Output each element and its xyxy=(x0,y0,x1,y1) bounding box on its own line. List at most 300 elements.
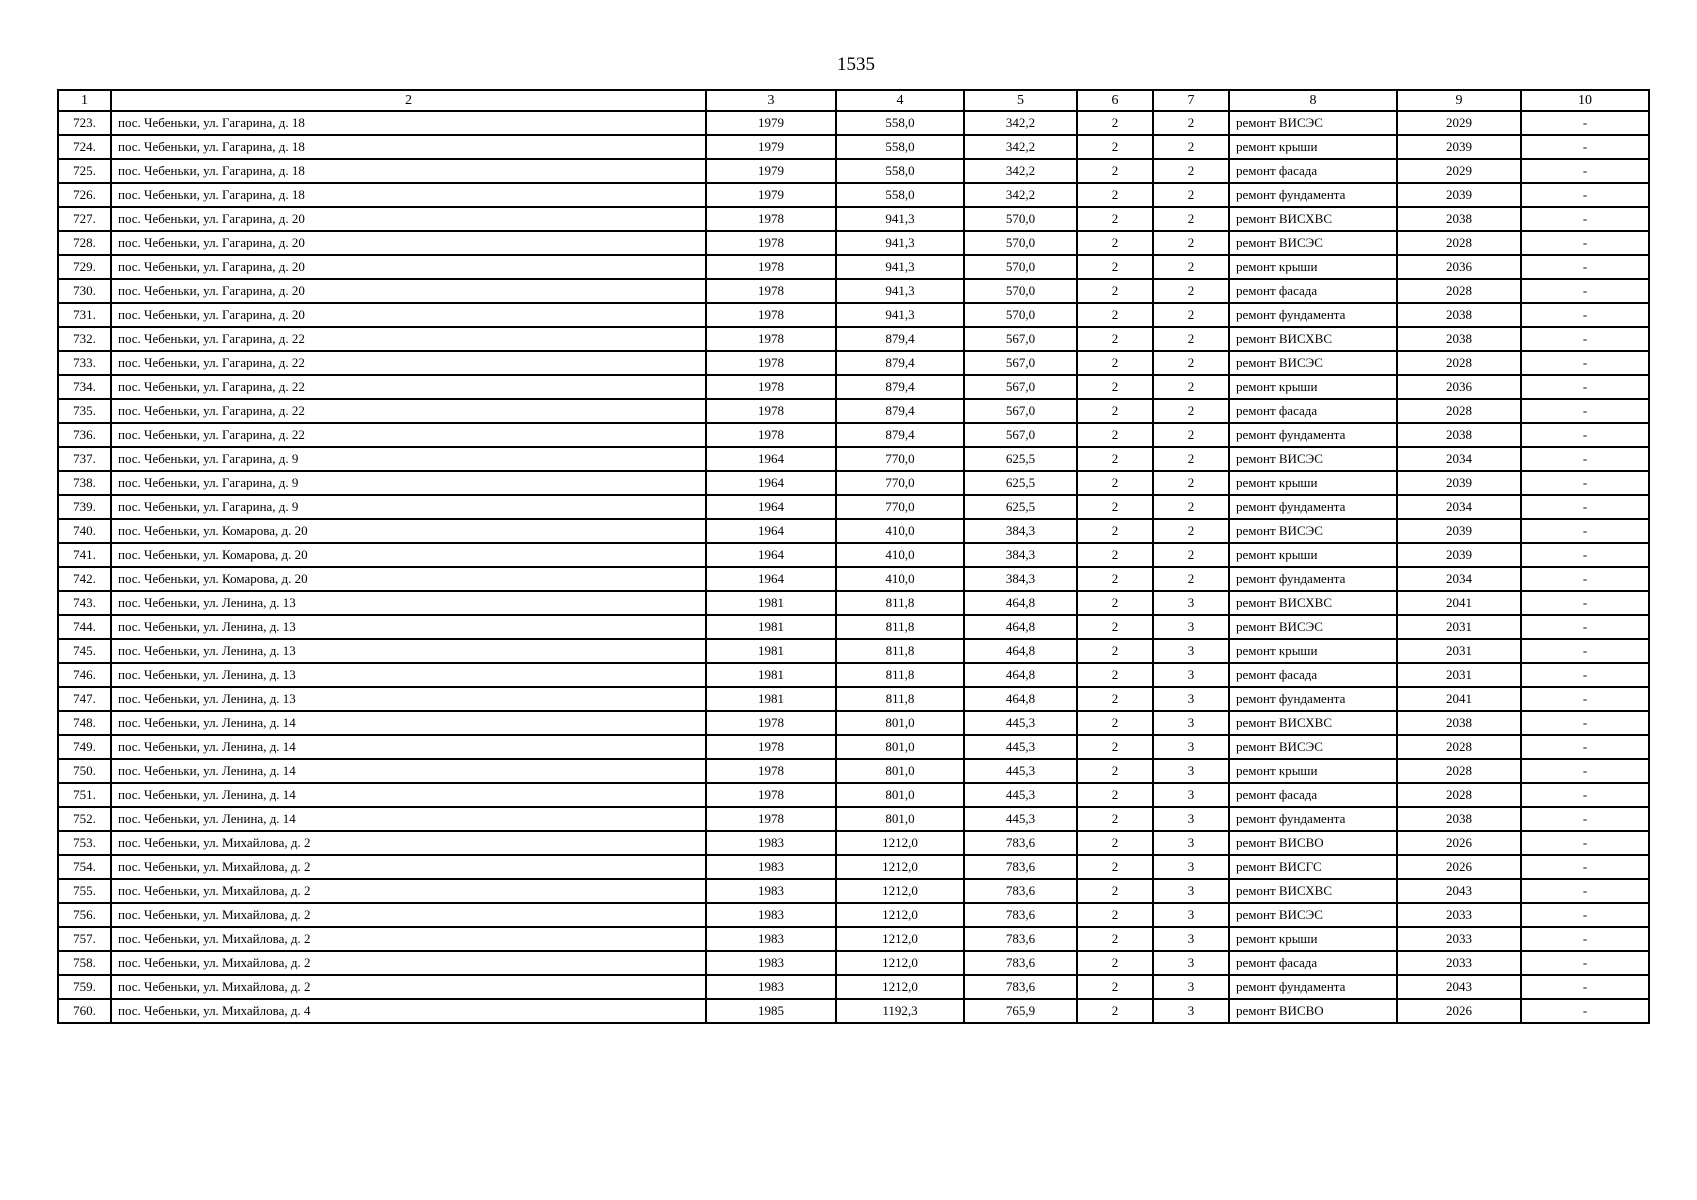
cell-living-area: 567,0 xyxy=(964,399,1077,423)
cell-floors: 2 xyxy=(1077,303,1153,327)
cell-build-year: 1979 xyxy=(706,159,836,183)
cell-floors: 2 xyxy=(1077,423,1153,447)
cell-build-year: 1983 xyxy=(706,975,836,999)
cell-total-area: 941,3 xyxy=(836,231,964,255)
table-row xyxy=(58,807,1649,831)
column-header: 7 xyxy=(1153,90,1229,111)
cell-build-year: 1978 xyxy=(706,807,836,831)
cell-entrances: 2 xyxy=(1153,255,1229,279)
cell-build-year: 1978 xyxy=(706,399,836,423)
cell-row-number: 727. xyxy=(58,207,111,231)
cell-floors: 2 xyxy=(1077,399,1153,423)
table-row xyxy=(58,375,1649,399)
cell-planned-year: 2039 xyxy=(1397,183,1521,207)
cell-work-type: ремонт ВИСЭС xyxy=(1229,447,1397,471)
cell-row-number: 735. xyxy=(58,399,111,423)
cell-living-area: 765,9 xyxy=(964,999,1077,1023)
table-row xyxy=(58,735,1649,759)
cell-floors: 2 xyxy=(1077,495,1153,519)
cell-address: пос. Чебеньки, ул. Гагарина, д. 18 xyxy=(111,159,706,183)
cell-living-area: 625,5 xyxy=(964,447,1077,471)
cell-note: - xyxy=(1521,687,1649,711)
cell-total-area: 1212,0 xyxy=(836,927,964,951)
cell-address: пос. Чебеньки, ул. Михайлова, д. 2 xyxy=(111,879,706,903)
column-header: 3 xyxy=(706,90,836,111)
cell-living-area: 384,3 xyxy=(964,543,1077,567)
column-header: 9 xyxy=(1397,90,1521,111)
cell-floors: 2 xyxy=(1077,879,1153,903)
cell-work-type: ремонт ВИСХВС xyxy=(1229,207,1397,231)
cell-living-area: 783,6 xyxy=(964,903,1077,927)
cell-note: - xyxy=(1521,183,1649,207)
table-row xyxy=(58,447,1649,471)
cell-entrances: 3 xyxy=(1153,951,1229,975)
cell-address: пос. Чебеньки, ул. Ленина, д. 14 xyxy=(111,807,706,831)
table-row xyxy=(58,471,1649,495)
cell-build-year: 1964 xyxy=(706,519,836,543)
cell-note: - xyxy=(1521,615,1649,639)
cell-living-area: 783,6 xyxy=(964,855,1077,879)
cell-build-year: 1978 xyxy=(706,711,836,735)
cell-living-area: 445,3 xyxy=(964,783,1077,807)
cell-note: - xyxy=(1521,207,1649,231)
cell-row-number: 733. xyxy=(58,351,111,375)
cell-address: пос. Чебеньки, ул. Ленина, д. 13 xyxy=(111,639,706,663)
cell-address: пос. Чебеньки, ул. Михайлова, д. 2 xyxy=(111,855,706,879)
cell-row-number: 725. xyxy=(58,159,111,183)
cell-note: - xyxy=(1521,927,1649,951)
cell-living-area: 384,3 xyxy=(964,519,1077,543)
cell-work-type: ремонт крыши xyxy=(1229,927,1397,951)
cell-row-number: 736. xyxy=(58,423,111,447)
cell-note: - xyxy=(1521,879,1649,903)
cell-total-area: 879,4 xyxy=(836,399,964,423)
cell-build-year: 1978 xyxy=(706,783,836,807)
cell-entrances: 2 xyxy=(1153,183,1229,207)
cell-note: - xyxy=(1521,111,1649,135)
cell-entrances: 2 xyxy=(1153,519,1229,543)
cell-living-area: 464,8 xyxy=(964,663,1077,687)
cell-total-area: 811,8 xyxy=(836,687,964,711)
cell-address: пос. Чебеньки, ул. Гагарина, д. 18 xyxy=(111,111,706,135)
cell-address: пос. Чебеньки, ул. Гагарина, д. 9 xyxy=(111,471,706,495)
cell-work-type: ремонт фундамента xyxy=(1229,423,1397,447)
cell-work-type: ремонт фасада xyxy=(1229,663,1397,687)
cell-address: пос. Чебеньки, ул. Ленина, д. 14 xyxy=(111,711,706,735)
cell-address: пос. Чебеньки, ул. Гагарина, д. 20 xyxy=(111,279,706,303)
table-row xyxy=(58,855,1649,879)
cell-note: - xyxy=(1521,663,1649,687)
cell-row-number: 731. xyxy=(58,303,111,327)
cell-build-year: 1978 xyxy=(706,423,836,447)
cell-row-number: 752. xyxy=(58,807,111,831)
cell-row-number: 750. xyxy=(58,759,111,783)
cell-living-area: 445,3 xyxy=(964,759,1077,783)
cell-row-number: 728. xyxy=(58,231,111,255)
cell-entrances: 3 xyxy=(1153,711,1229,735)
repair-schedule-table xyxy=(57,89,1650,1024)
cell-living-area: 464,8 xyxy=(964,687,1077,711)
cell-total-area: 801,0 xyxy=(836,735,964,759)
cell-living-area: 783,6 xyxy=(964,927,1077,951)
cell-build-year: 1981 xyxy=(706,639,836,663)
cell-planned-year: 2029 xyxy=(1397,111,1521,135)
cell-address: пос. Чебеньки, ул. Ленина, д. 14 xyxy=(111,735,706,759)
cell-address: пос. Чебеньки, ул. Ленина, д. 13 xyxy=(111,663,706,687)
table-row xyxy=(58,687,1649,711)
cell-build-year: 1979 xyxy=(706,135,836,159)
column-header: 6 xyxy=(1077,90,1153,111)
cell-total-area: 1212,0 xyxy=(836,831,964,855)
cell-address: пос. Чебеньки, ул. Гагарина, д. 22 xyxy=(111,375,706,399)
cell-living-area: 464,8 xyxy=(964,615,1077,639)
cell-row-number: 745. xyxy=(58,639,111,663)
cell-work-type: ремонт ВИСХВС xyxy=(1229,711,1397,735)
cell-planned-year: 2028 xyxy=(1397,279,1521,303)
cell-planned-year: 2034 xyxy=(1397,567,1521,591)
cell-build-year: 1978 xyxy=(706,207,836,231)
cell-entrances: 2 xyxy=(1153,375,1229,399)
cell-entrances: 2 xyxy=(1153,423,1229,447)
cell-total-area: 410,0 xyxy=(836,519,964,543)
cell-living-area: 342,2 xyxy=(964,111,1077,135)
cell-total-area: 801,0 xyxy=(836,807,964,831)
cell-work-type: ремонт фундамента xyxy=(1229,687,1397,711)
cell-address: пос. Чебеньки, ул. Гагарина, д. 22 xyxy=(111,351,706,375)
header-row xyxy=(58,90,1649,111)
cell-build-year: 1978 xyxy=(706,231,836,255)
cell-row-number: 746. xyxy=(58,663,111,687)
table-row xyxy=(58,879,1649,903)
cell-living-area: 570,0 xyxy=(964,231,1077,255)
cell-entrances: 3 xyxy=(1153,663,1229,687)
cell-work-type: ремонт ВИСХВС xyxy=(1229,591,1397,615)
cell-entrances: 3 xyxy=(1153,855,1229,879)
cell-build-year: 1978 xyxy=(706,255,836,279)
cell-row-number: 739. xyxy=(58,495,111,519)
cell-total-area: 801,0 xyxy=(836,711,964,735)
cell-planned-year: 2033 xyxy=(1397,903,1521,927)
cell-build-year: 1979 xyxy=(706,183,836,207)
cell-floors: 2 xyxy=(1077,735,1153,759)
cell-living-area: 625,5 xyxy=(964,471,1077,495)
cell-floors: 2 xyxy=(1077,231,1153,255)
table-row xyxy=(58,831,1649,855)
cell-entrances: 2 xyxy=(1153,207,1229,231)
cell-living-area: 567,0 xyxy=(964,351,1077,375)
cell-total-area: 811,8 xyxy=(836,663,964,687)
cell-work-type: ремонт фундамента xyxy=(1229,807,1397,831)
cell-total-area: 410,0 xyxy=(836,567,964,591)
cell-floors: 2 xyxy=(1077,543,1153,567)
cell-note: - xyxy=(1521,135,1649,159)
cell-total-area: 1212,0 xyxy=(836,903,964,927)
cell-planned-year: 2039 xyxy=(1397,471,1521,495)
cell-living-area: 783,6 xyxy=(964,951,1077,975)
cell-floors: 2 xyxy=(1077,279,1153,303)
cell-floors: 2 xyxy=(1077,855,1153,879)
cell-entrances: 3 xyxy=(1153,999,1229,1023)
cell-entrances: 2 xyxy=(1153,231,1229,255)
cell-work-type: ремонт крыши xyxy=(1229,375,1397,399)
cell-living-area: 625,5 xyxy=(964,495,1077,519)
cell-total-area: 770,0 xyxy=(836,471,964,495)
cell-work-type: ремонт ВИСВО xyxy=(1229,999,1397,1023)
cell-work-type: ремонт крыши xyxy=(1229,639,1397,663)
cell-floors: 2 xyxy=(1077,759,1153,783)
cell-note: - xyxy=(1521,495,1649,519)
cell-work-type: ремонт ВИСЭС xyxy=(1229,231,1397,255)
cell-planned-year: 2033 xyxy=(1397,951,1521,975)
cell-row-number: 741. xyxy=(58,543,111,567)
cell-planned-year: 2038 xyxy=(1397,327,1521,351)
cell-total-area: 879,4 xyxy=(836,423,964,447)
cell-work-type: ремонт фасада xyxy=(1229,279,1397,303)
cell-entrances: 3 xyxy=(1153,687,1229,711)
cell-build-year: 1978 xyxy=(706,279,836,303)
cell-entrances: 3 xyxy=(1153,639,1229,663)
cell-note: - xyxy=(1521,447,1649,471)
cell-note: - xyxy=(1521,639,1649,663)
table-row xyxy=(58,399,1649,423)
cell-work-type: ремонт ВИСЭС xyxy=(1229,903,1397,927)
cell-living-area: 567,0 xyxy=(964,327,1077,351)
cell-note: - xyxy=(1521,855,1649,879)
cell-row-number: 730. xyxy=(58,279,111,303)
cell-row-number: 738. xyxy=(58,471,111,495)
cell-total-area: 941,3 xyxy=(836,207,964,231)
cell-floors: 2 xyxy=(1077,831,1153,855)
cell-planned-year: 2028 xyxy=(1397,231,1521,255)
table-row xyxy=(58,711,1649,735)
cell-total-area: 1212,0 xyxy=(836,975,964,999)
cell-note: - xyxy=(1521,327,1649,351)
cell-total-area: 558,0 xyxy=(836,111,964,135)
table-row xyxy=(58,903,1649,927)
cell-living-area: 570,0 xyxy=(964,255,1077,279)
cell-entrances: 3 xyxy=(1153,879,1229,903)
cell-entrances: 3 xyxy=(1153,759,1229,783)
cell-entrances: 3 xyxy=(1153,591,1229,615)
table-row xyxy=(58,111,1649,135)
cell-row-number: 737. xyxy=(58,447,111,471)
cell-address: пос. Чебеньки, ул. Гагарина, д. 9 xyxy=(111,447,706,471)
cell-row-number: 760. xyxy=(58,999,111,1023)
cell-floors: 2 xyxy=(1077,711,1153,735)
cell-planned-year: 2038 xyxy=(1397,807,1521,831)
cell-row-number: 756. xyxy=(58,903,111,927)
cell-entrances: 2 xyxy=(1153,279,1229,303)
cell-living-area: 445,3 xyxy=(964,711,1077,735)
cell-row-number: 759. xyxy=(58,975,111,999)
table-row xyxy=(58,975,1649,999)
cell-planned-year: 2041 xyxy=(1397,687,1521,711)
cell-note: - xyxy=(1521,807,1649,831)
cell-work-type: ремонт ВИСХВС xyxy=(1229,879,1397,903)
cell-total-area: 770,0 xyxy=(836,495,964,519)
cell-address: пос. Чебеньки, ул. Гагарина, д. 18 xyxy=(111,135,706,159)
cell-row-number: 755. xyxy=(58,879,111,903)
cell-row-number: 749. xyxy=(58,735,111,759)
cell-build-year: 1983 xyxy=(706,951,836,975)
cell-total-area: 941,3 xyxy=(836,279,964,303)
cell-work-type: ремонт ВИСЭС xyxy=(1229,615,1397,639)
cell-build-year: 1978 xyxy=(706,303,836,327)
cell-work-type: ремонт фундамента xyxy=(1229,303,1397,327)
cell-address: пос. Чебеньки, ул. Ленина, д. 14 xyxy=(111,783,706,807)
cell-row-number: 726. xyxy=(58,183,111,207)
cell-entrances: 3 xyxy=(1153,927,1229,951)
table-row xyxy=(58,543,1649,567)
cell-note: - xyxy=(1521,423,1649,447)
cell-floors: 2 xyxy=(1077,207,1153,231)
cell-living-area: 464,8 xyxy=(964,639,1077,663)
cell-work-type: ремонт ВИСЭС xyxy=(1229,111,1397,135)
cell-note: - xyxy=(1521,783,1649,807)
page-number: 1535 xyxy=(837,54,875,75)
cell-floors: 2 xyxy=(1077,615,1153,639)
cell-entrances: 2 xyxy=(1153,567,1229,591)
cell-total-area: 558,0 xyxy=(836,159,964,183)
cell-total-area: 811,8 xyxy=(836,639,964,663)
cell-work-type: ремонт фундамента xyxy=(1229,495,1397,519)
cell-planned-year: 2038 xyxy=(1397,423,1521,447)
cell-planned-year: 2028 xyxy=(1397,399,1521,423)
cell-note: - xyxy=(1521,159,1649,183)
cell-note: - xyxy=(1521,231,1649,255)
table-row xyxy=(58,591,1649,615)
cell-planned-year: 2039 xyxy=(1397,543,1521,567)
cell-row-number: 751. xyxy=(58,783,111,807)
cell-address: пос. Чебеньки, ул. Гагарина, д. 9 xyxy=(111,495,706,519)
cell-work-type: ремонт ВИСЭС xyxy=(1229,735,1397,759)
cell-row-number: 734. xyxy=(58,375,111,399)
cell-floors: 2 xyxy=(1077,975,1153,999)
cell-floors: 2 xyxy=(1077,111,1153,135)
cell-planned-year: 2028 xyxy=(1397,759,1521,783)
cell-build-year: 1981 xyxy=(706,615,836,639)
cell-note: - xyxy=(1521,759,1649,783)
cell-entrances: 3 xyxy=(1153,735,1229,759)
table-row xyxy=(58,279,1649,303)
cell-address: пос. Чебеньки, ул. Гагарина, д. 20 xyxy=(111,255,706,279)
cell-note: - xyxy=(1521,351,1649,375)
cell-address: пос. Чебеньки, ул. Гагарина, д. 20 xyxy=(111,231,706,255)
table-row xyxy=(58,423,1649,447)
cell-planned-year: 2026 xyxy=(1397,999,1521,1023)
cell-address: пос. Чебеньки, ул. Ленина, д. 14 xyxy=(111,759,706,783)
cell-planned-year: 2031 xyxy=(1397,615,1521,639)
cell-work-type: ремонт фундамента xyxy=(1229,975,1397,999)
table-row xyxy=(58,663,1649,687)
cell-row-number: 742. xyxy=(58,567,111,591)
cell-floors: 2 xyxy=(1077,159,1153,183)
cell-planned-year: 2038 xyxy=(1397,711,1521,735)
cell-living-area: 570,0 xyxy=(964,279,1077,303)
cell-address: пос. Чебеньки, ул. Комарова, д. 20 xyxy=(111,543,706,567)
cell-build-year: 1978 xyxy=(706,327,836,351)
cell-living-area: 570,0 xyxy=(964,303,1077,327)
table-row xyxy=(58,783,1649,807)
cell-planned-year: 2031 xyxy=(1397,663,1521,687)
table-row xyxy=(58,207,1649,231)
cell-address: пос. Чебеньки, ул. Михайлова, д. 2 xyxy=(111,951,706,975)
cell-entrances: 3 xyxy=(1153,615,1229,639)
cell-living-area: 342,2 xyxy=(964,135,1077,159)
cell-work-type: ремонт крыши xyxy=(1229,543,1397,567)
cell-total-area: 410,0 xyxy=(836,543,964,567)
cell-planned-year: 2029 xyxy=(1397,159,1521,183)
cell-planned-year: 2036 xyxy=(1397,375,1521,399)
cell-build-year: 1964 xyxy=(706,495,836,519)
cell-total-area: 1212,0 xyxy=(836,951,964,975)
cell-address: пос. Чебеньки, ул. Ленина, д. 13 xyxy=(111,615,706,639)
cell-build-year: 1979 xyxy=(706,111,836,135)
cell-address: пос. Чебеньки, ул. Ленина, д. 13 xyxy=(111,591,706,615)
cell-living-area: 783,6 xyxy=(964,831,1077,855)
cell-note: - xyxy=(1521,375,1649,399)
cell-total-area: 879,4 xyxy=(836,375,964,399)
cell-address: пос. Чебеньки, ул. Гагарина, д. 20 xyxy=(111,207,706,231)
column-header: 5 xyxy=(964,90,1077,111)
cell-build-year: 1964 xyxy=(706,471,836,495)
cell-planned-year: 2026 xyxy=(1397,831,1521,855)
cell-row-number: 753. xyxy=(58,831,111,855)
cell-build-year: 1985 xyxy=(706,999,836,1023)
cell-note: - xyxy=(1521,831,1649,855)
table-row xyxy=(58,759,1649,783)
cell-planned-year: 2043 xyxy=(1397,975,1521,999)
cell-note: - xyxy=(1521,303,1649,327)
cell-floors: 2 xyxy=(1077,519,1153,543)
cell-total-area: 941,3 xyxy=(836,303,964,327)
cell-entrances: 2 xyxy=(1153,159,1229,183)
cell-floors: 2 xyxy=(1077,807,1153,831)
cell-row-number: 758. xyxy=(58,951,111,975)
cell-row-number: 743. xyxy=(58,591,111,615)
cell-work-type: ремонт фасада xyxy=(1229,951,1397,975)
cell-note: - xyxy=(1521,519,1649,543)
cell-total-area: 801,0 xyxy=(836,759,964,783)
cell-total-area: 811,8 xyxy=(836,615,964,639)
cell-build-year: 1978 xyxy=(706,759,836,783)
table-row xyxy=(58,183,1649,207)
cell-build-year: 1981 xyxy=(706,687,836,711)
cell-address: пос. Чебеньки, ул. Ленина, д. 13 xyxy=(111,687,706,711)
cell-living-area: 783,6 xyxy=(964,879,1077,903)
table-row xyxy=(58,351,1649,375)
cell-note: - xyxy=(1521,711,1649,735)
cell-planned-year: 2039 xyxy=(1397,519,1521,543)
cell-address: пос. Чебеньки, ул. Комарова, д. 20 xyxy=(111,567,706,591)
cell-living-area: 567,0 xyxy=(964,375,1077,399)
cell-living-area: 464,8 xyxy=(964,591,1077,615)
cell-planned-year: 2034 xyxy=(1397,447,1521,471)
cell-row-number: 740. xyxy=(58,519,111,543)
table-row xyxy=(58,231,1649,255)
column-header: 4 xyxy=(836,90,964,111)
cell-address: пос. Чебеньки, ул. Гагарина, д. 20 xyxy=(111,303,706,327)
cell-entrances: 2 xyxy=(1153,327,1229,351)
cell-work-type: ремонт фасада xyxy=(1229,783,1397,807)
cell-entrances: 2 xyxy=(1153,543,1229,567)
cell-planned-year: 2036 xyxy=(1397,255,1521,279)
cell-build-year: 1978 xyxy=(706,351,836,375)
cell-total-area: 879,4 xyxy=(836,351,964,375)
column-header: 2 xyxy=(111,90,706,111)
cell-address: пос. Чебеньки, ул. Михайлова, д. 2 xyxy=(111,975,706,999)
cell-build-year: 1964 xyxy=(706,447,836,471)
